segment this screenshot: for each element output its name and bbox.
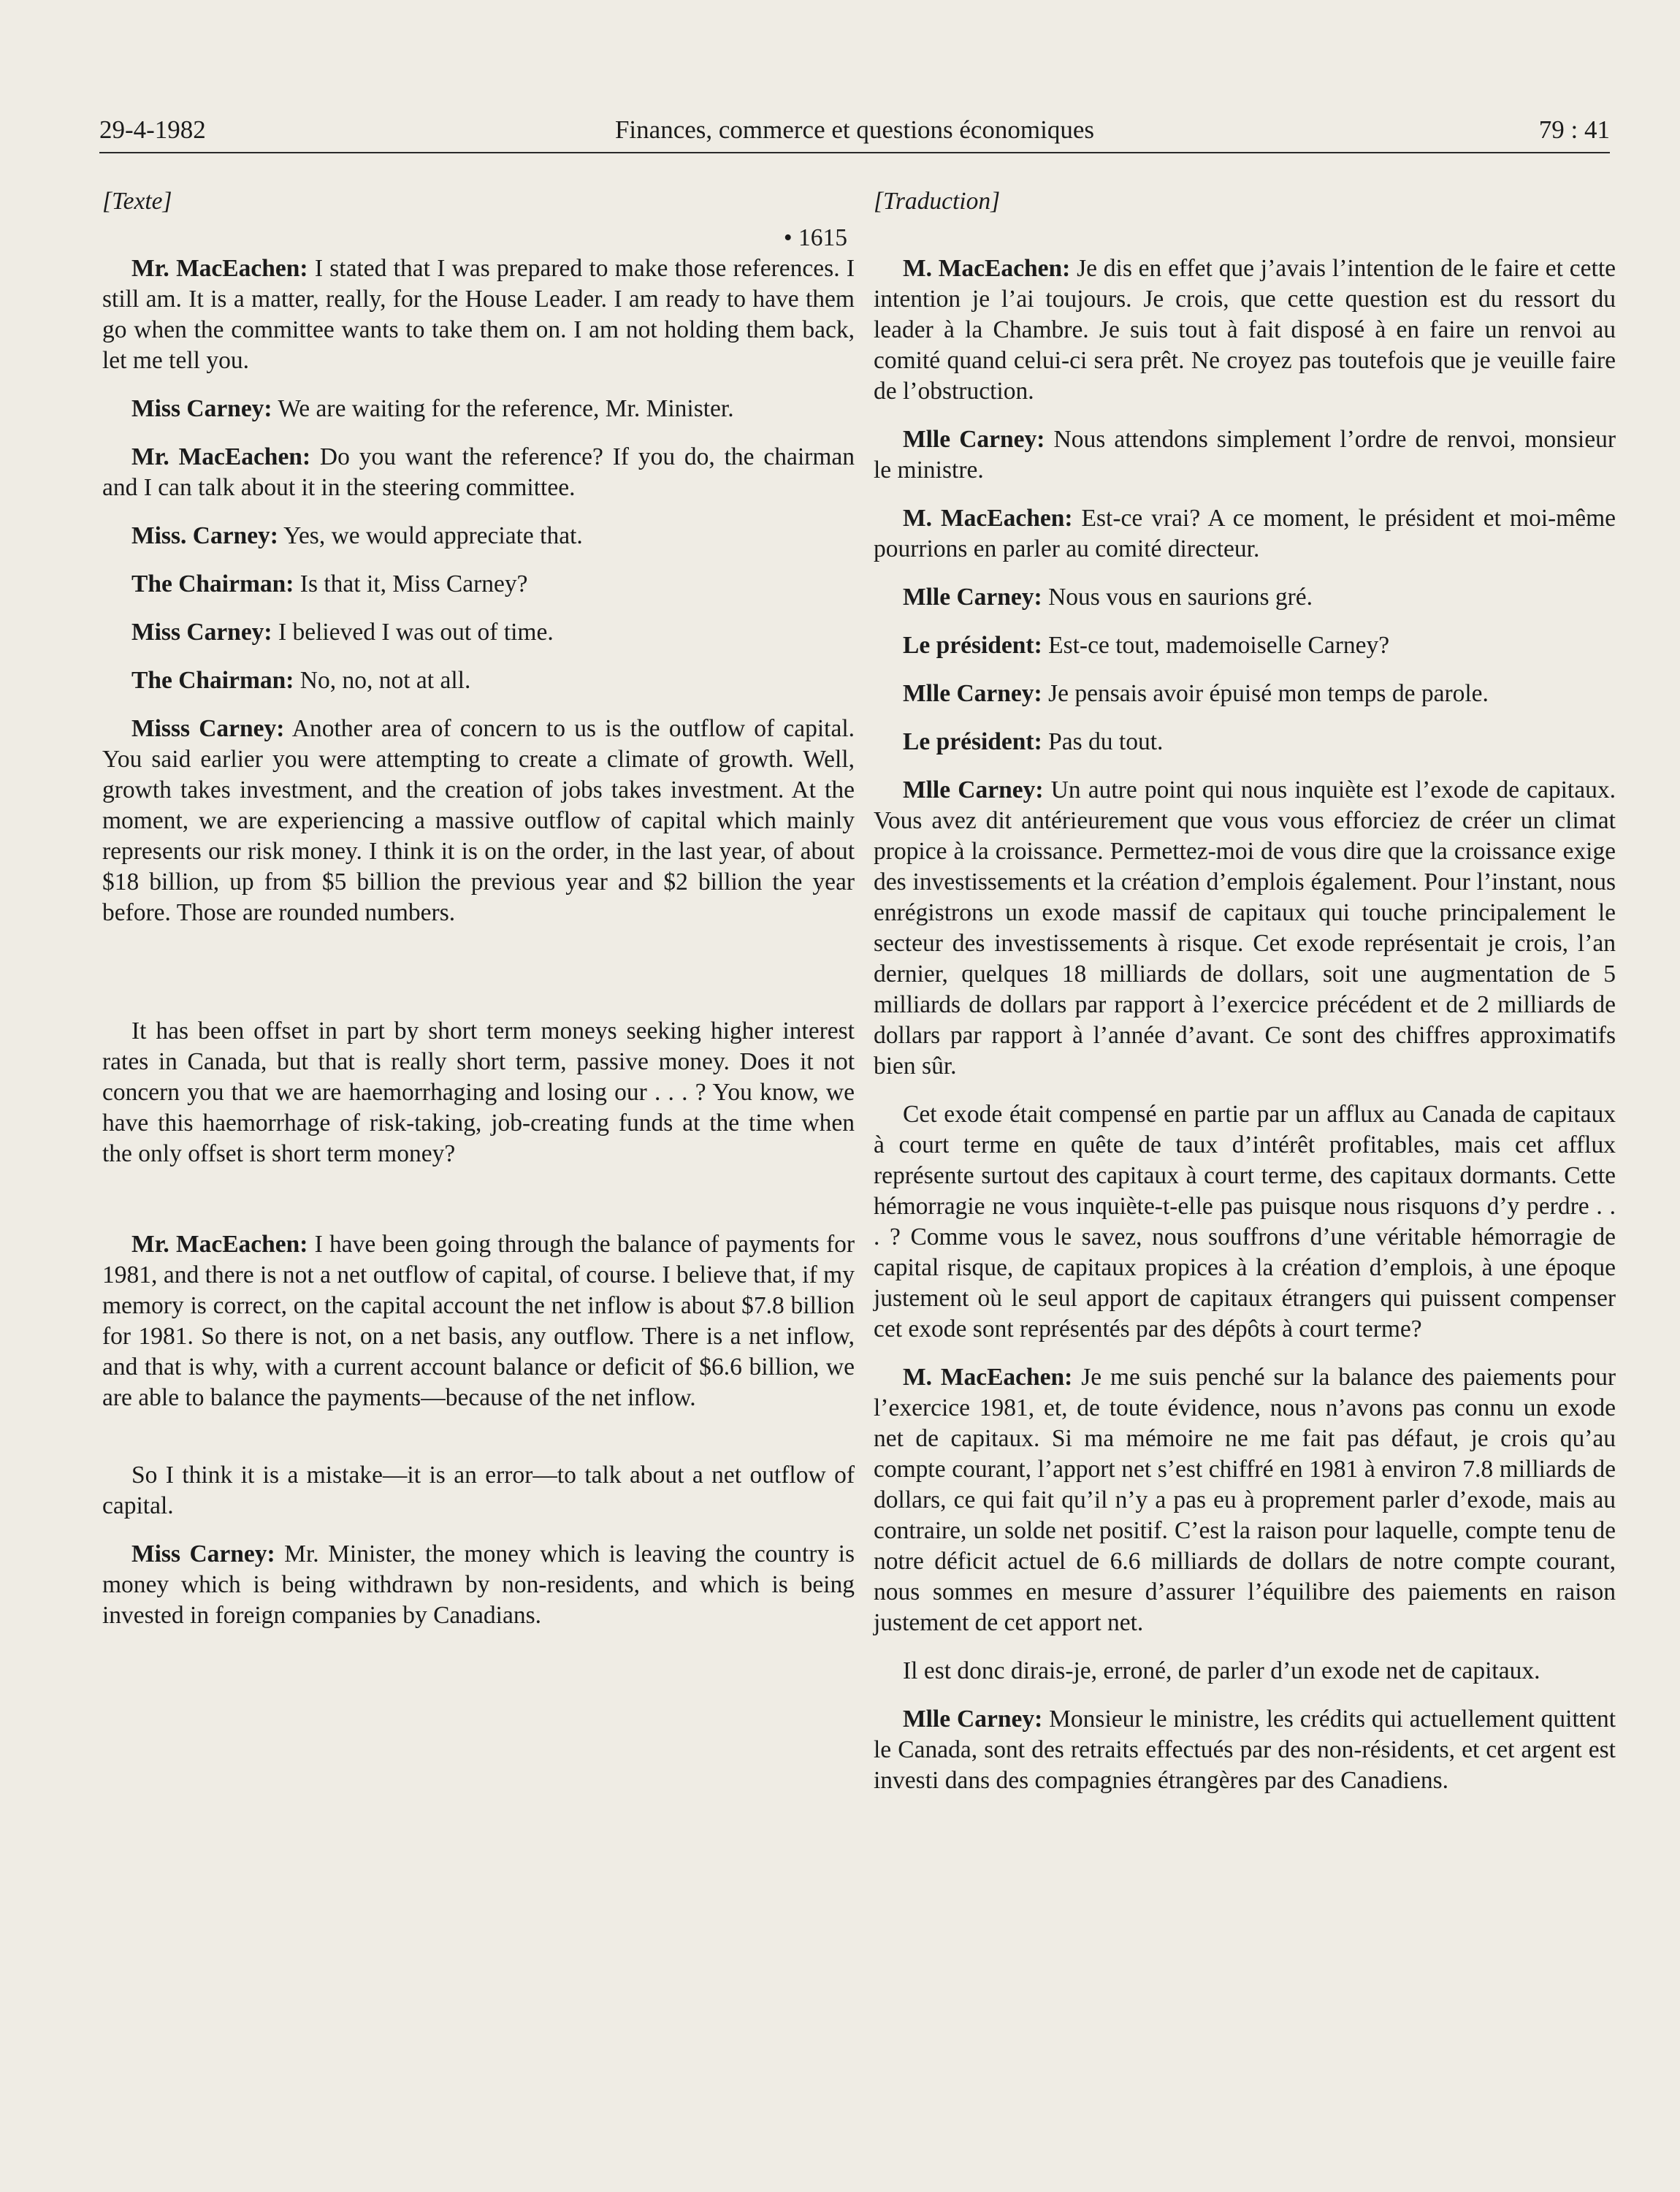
speaker-name: The Chairman: [131,570,294,597]
speaker-name: Misss Carney: [131,715,285,742]
speaker-name: Mlle Carney: [903,426,1045,453]
left-paragraph [102,1539,855,1631]
left-paragraph [102,1016,855,1169]
right-column-label: [Traduction] [874,188,1001,215]
right-column-french [874,186,1616,1814]
left-paragraph [102,617,855,648]
time-marker: • 1615 [783,224,847,251]
speaker-name: Le président: [903,728,1042,755]
left-paragraph [102,394,855,424]
header-date: 29-4-1982 [99,115,206,144]
running-header [99,110,1610,153]
paragraph-text: Pas du tout. [1042,728,1164,755]
left-paragraph [102,1460,855,1521]
left-paragraph [102,714,855,928]
left-column-english [102,186,855,1649]
speaker-name: Miss Carney: [131,395,272,422]
left-column-label: [Texte] [102,188,172,215]
paragraph-text: Mr. Minister, the money which is leaving the country is money which is being withdrawn by non-residents, and which is being invested in foreign companies by Canadians. [102,1540,855,1629]
column-gap [102,946,855,1016]
paragraph-text: So I think it is a mistake—it is an error—to talk about a net outflow of capital. [102,1462,855,1519]
paragraph-text: Yes, we would appreciate that. [278,522,583,549]
left-paragraph [102,521,855,551]
right-paragraph [874,253,1616,407]
paragraph-text: Je pensais avoir épuisé mon temps de parole. [1042,680,1489,707]
paragraph-text: Monsieur le ministre, les crédits qui actuellement quittent le Canada, sont des retraits effectués par des non-résidents, et cet argent est investi dans des compagnies étrangères par des Canadiens. [874,1706,1616,1794]
right-paragraph [874,630,1616,661]
speaker-name: Mr. MacEachen: [131,443,311,470]
paragraph-text: Il est donc dirais-je, erroné, de parler d’un exode net de capitaux. [903,1657,1540,1684]
speaker-name: Le président: [903,632,1042,659]
paragraph-text: I have been going through the balance of payments for 1981, and there is not a net outflow of capital, of course. I believe that, if my memory is correct, on the capital account the net inflow is about $7.8 billion for 1981. So there is not, on a net basis, any outflow. There is a net inflow, and that is why, with a current account balance or deficit of $6.6 billion, we are able to balance the payments—because of the net inflow. [102,1231,855,1411]
left-paragraph [102,253,855,376]
column-gap [102,1431,855,1460]
paragraph-text: Un autre point qui nous inquiète est l’exode de capitaux. Vous avez dit antérieurement que vous vous efforciez de créer un climat propice à la croissance. Permettez-moi de vous dire que la croissance exige des investissements et la création d’emplois également. Pour l’instant, nous enrégistrons un exode massif de capitaux qui touche principalement le secteur des investissements à risque. Cet exode représentait je crois, l’an dernier, quelques 18 milliards de dollars, soit une augmentation de 5 milliards de dollars par rapport à l’exercice précédent et de 2 milliards de dollars par rapport à l’année d’avant. Ce sont des chiffres approximatifs bien sûr. [874,776,1616,1080]
speaker-name: Mr. MacEachen: [131,1231,308,1258]
right-paragraph [874,727,1616,757]
paragraph-text: Est-ce vrai? A ce moment, le président et moi-même pourrions en parler au comité directeur. [874,505,1616,562]
speaker-name: Mlle Carney: [903,680,1042,707]
paragraph-text: Is that it, Miss Carney? [294,570,528,597]
paragraph-text: Je dis en effet que j’avais l’intention de le faire et cette intention je l’ai toujours. Je crois, que cette question est du ressort du leader à la Chambre. Je suis tout à fait disposé à en faire un renvoi au comité quand celui-ci sera prêt. Ne croyez pas toutefois que je veuille faire de l’obstruction. [874,255,1616,405]
left-paragraph [102,442,855,503]
right-paragraph [874,582,1616,613]
right-paragraph [874,679,1616,709]
right-paragraph [874,1099,1616,1345]
speaker-name: Mlle Carney: [903,776,1044,803]
left-paragraph [102,665,855,696]
right-paragraph [874,503,1616,565]
paragraph-text: We are waiting for the reference, Mr. Minister. [272,395,734,422]
paragraph-text: No, no, not at all. [294,667,471,694]
speaker-name: The Chairman: [131,667,294,694]
speaker-name: Mlle Carney: [903,1706,1043,1733]
speaker-name: M. MacEachen: [903,1364,1073,1391]
paragraph-text: Cet exode était compensé en partie par un afflux au Canada de capitaux à court terme en quête de taux d’intérêt profitables, mais cet afflux représente surtout des capitaux à court terme, des capitaux dormants. Cette hémorragie ne vous inquiète-t-elle pas puisque nous risquons d’y perdre . . . ? Comme vous le savez, nous souffrons d’une véritable hémorragie de capital risque, de capitaux propices à la création d’emplois, à une époque justement où le seul apport de capitaux étrangers qui puissent compenser cet exode sont représentés par des dépôts à court terme? [874,1101,1616,1343]
paragraph-text: It has been offset in part by short term moneys seeking higher interest rates in Canada, but that is really short term, passive money. Does it not concern you that we are haemorrhaging and losing our . . . ? You know, we have this haemorrhage of risk-taking, job-creating funds at the time when the only offset is short term money? [102,1017,855,1167]
speaker-name: M. MacEachen: [903,255,1071,282]
speaker-name: Miss. Carney: [131,522,278,549]
paragraph-text: I stated that I was prepared to make those references. I still am. It is a matter, really, for the House Leader. I am ready to have them go when the committee wants to take them on. I am not holding them back, let me tell you. [102,255,855,374]
right-paragraph [874,424,1616,486]
left-paragraph [102,1229,855,1413]
speaker-name: Miss Carney: [131,1540,275,1567]
time-marker-placeholder [874,223,1608,253]
right-paragraph [874,775,1616,1082]
paragraph-text: Je me suis penché sur la balance des paiements pour l’exercice 1981, et, de toute évidence, nous n’avons pas connu un exode net de capitaux. Si ma mémoire ne me fait pas défaut, je crois qu’au compte courant, l’apport net s’est chiffré en 1981 à environ 7.8 milliards de dollars, ce qui fait qu’il n’y a pas eu à proprement parler d’exode, mais au contraire, un solde net positif. C’est la raison pour laquelle, compte tenu de notre déficit actuel de 6.6 milliards de dollars de notre compte courant, nous sommes en mesure d’assurer l’équilibre des paiements en raison justement de cet apport net. [874,1364,1616,1636]
left-paragraph [102,569,855,600]
right-paragraph [874,1656,1616,1687]
right-paragraph [874,1704,1616,1796]
speaker-name: Miss Carney: [131,619,272,646]
paragraph-text: Nous vous en saurions gré. [1042,584,1313,611]
paragraph-text: Another area of concern to us is the outflow of capital. You said earlier you were attempting to create a climate of growth. Well, growth takes investment, and the creation of jobs takes investment. At the moment, we are experiencing a massive outflow of capital which mainly represents our risk money. I think it is on the order, in the last year, of about $18 billion, up from $5 billion the previous year and $2 billion the year before. Those are rounded numbers. [102,715,855,926]
paragraph-text: Do you want the reference? If you do, the chairman and I can talk about it in the steering committee. [102,443,855,501]
speaker-name: Mr. MacEachen: [131,255,308,282]
column-gap [102,1187,855,1229]
header-title: Finances, commerce et questions économiques [614,115,1095,144]
paragraph-text: Nous attendons simplement l’ordre de renvoi, monsieur le ministre. [874,426,1616,484]
right-paragraph [874,1362,1616,1638]
speaker-name: Mlle Carney: [903,584,1042,611]
paragraph-text: I believed I was out of time. [272,619,554,646]
speaker-name: M. MacEachen: [903,505,1073,532]
paragraph-text: Est-ce tout, mademoiselle Carney? [1042,632,1390,659]
header-page-number: 79 : 41 [1538,115,1610,144]
